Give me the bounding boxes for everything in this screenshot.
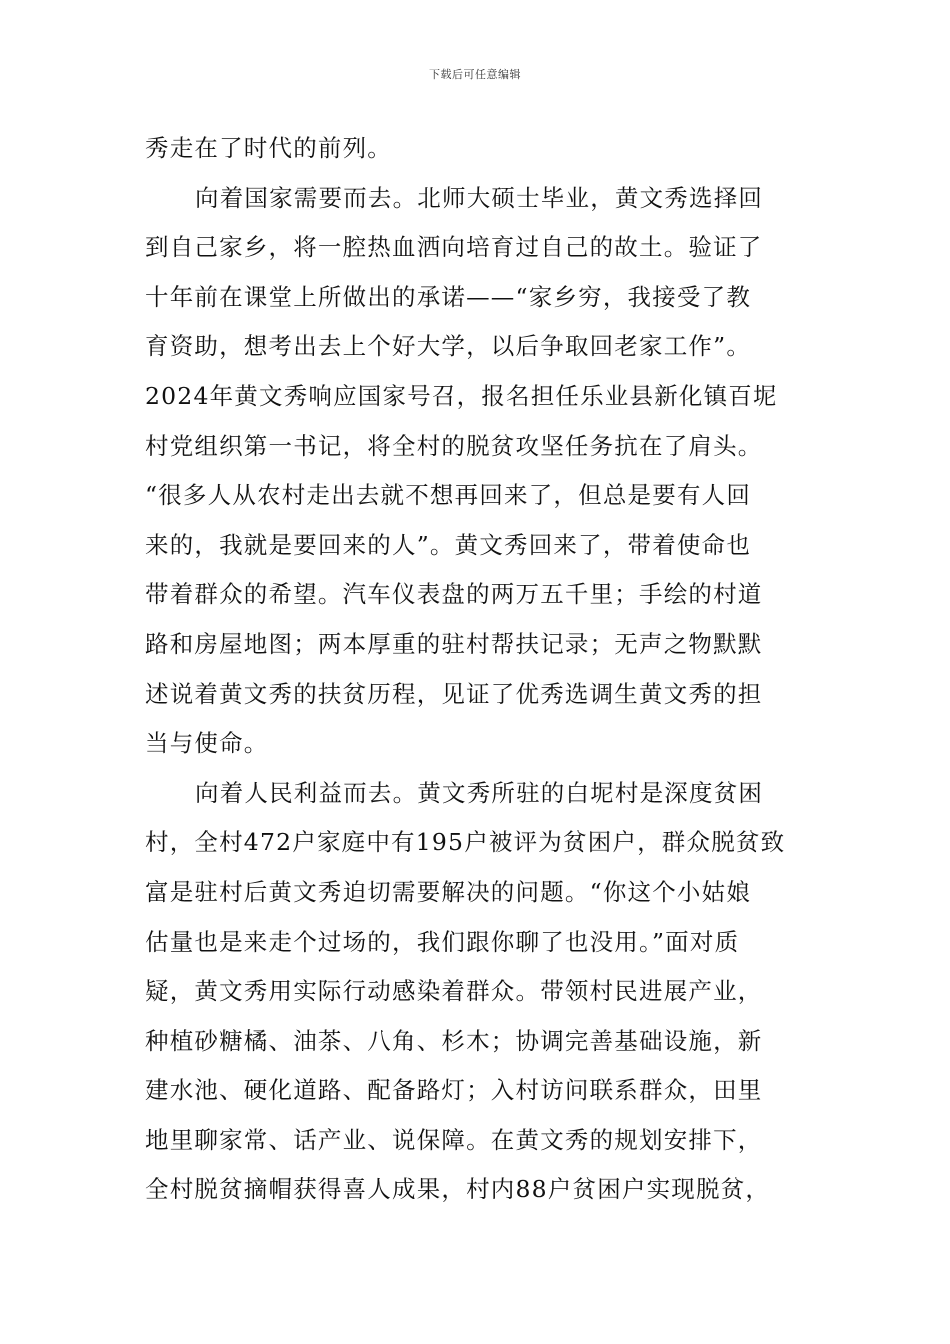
text-line: 当与使命。 [145,729,269,758]
text-line: 估量也是来走个过场的，我们跟你聊了也没用。”面对质 [145,927,740,956]
text-line: 带着群众的希望。汽车仪表盘的两万五千里；手绘的村道 [145,580,763,609]
text-line: 村党组织第一书记，将全村的脱贫攻坚任务抗在了肩头。 [145,431,763,460]
text-line: 秀走在了时代的前列。 [145,134,392,162]
text-line: 育资助，想考出去上个好大学，以后争取回老家工作”。 [145,332,752,361]
paragraph-start-line: 向着人民利益而去。黄文秀所驻的白坭村是深度贫困 [195,778,764,807]
page-header: 下载后可任意编辑 [429,68,521,81]
text-line: 村，全村472户家庭中有195户被评为贫困户，群众脱贫致 [145,828,786,857]
text-line: 地里聊家常、话产业、说保障。在黄文秀的规划安排下， [145,1125,763,1154]
text-line: 到自己家乡，将一腔热血洒向培育过自己的故土。验证了 [145,233,763,262]
text-line: 路和房屋地图；两本厚重的驻村帮扶记录；无声之物默默 [145,629,763,658]
text-line: 十年前在课堂上所做出的承诺——“家乡穷，我接受了教 [145,282,752,311]
text-line: “很多人从农村走出去就不想再回来了，但总是要有人回 [145,481,752,510]
document-body [145,124,810,1215]
text-line: 种植砂糖橘、油茶、八角、杉木；协调完善基础设施，新 [145,1026,763,1055]
text-line: 来的，我就是要回来的人”。黄文秀回来了，带着使命也 [145,530,752,559]
text-line: 述说着黄文秀的扶贫历程，见证了优秀选调生黄文秀的担 [145,679,763,708]
text-line: 建水池、硬化道路、配备路灯；入村访问联系群众，田里 [145,1076,763,1105]
text-line: 疑，黄文秀用实际行动感染着群众。带领村民进展产业， [145,977,763,1006]
text-line: 富是驻村后黄文秀迫切需要解决的问题。“你这个小姑娘 [145,877,752,906]
text-line: 全村脱贫摘帽获得喜人成果，村内88户贫困户实现脱贫， [145,1175,771,1204]
text-line: 2024年黄文秀响应国家号召，报名担任乐业县新化镇百坭 [145,381,778,410]
paragraph-start-line: 向着国家需要而去。北师大硕士毕业，黄文秀选择回 [195,183,764,212]
